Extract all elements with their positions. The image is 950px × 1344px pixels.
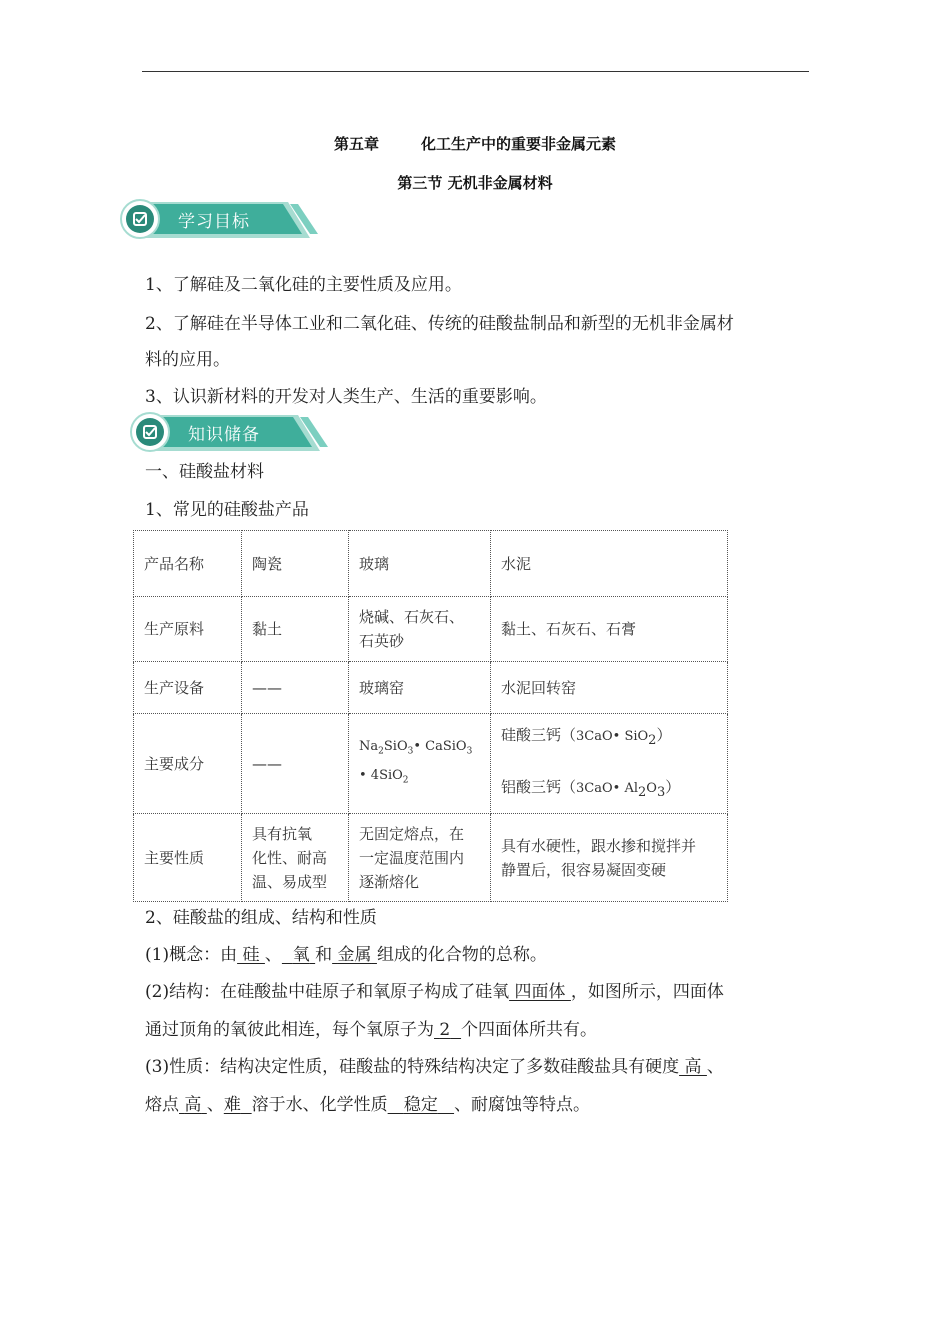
text-span: ，如图所示，四面体 <box>570 982 724 1002</box>
table-cell-line: 逐渐熔化 <box>359 872 420 891</box>
chapter-name: 化工生产中的重要非金属元素 <box>421 135 617 153</box>
formula-sub: 2 <box>648 732 657 748</box>
formula-part: 硅酸三钙（ <box>501 725 577 744</box>
knowledge-banner-label: 知识储备 <box>188 425 260 445</box>
objective-item: 2、了解硅在半导体工业和二氧化硅、传统的硅酸盐制品和新型的无机非金属材 <box>145 314 734 334</box>
fill-answer: 四面体 <box>514 982 566 1002</box>
text-span: 、 <box>264 945 282 965</box>
table-cell: 主要性质 <box>134 814 242 902</box>
text-span: (2)结构：在硅酸盐中硅原子和氧原子构成了硅氧 <box>145 982 510 1002</box>
fill-answer: 高 <box>184 1095 202 1115</box>
fill-answer: 金属 <box>337 945 372 965</box>
table-cell: 黏土、石灰石、石膏 <box>491 597 728 662</box>
text-span: (1)概念：由 <box>145 945 238 965</box>
objective-item: 料的应用。 <box>145 350 230 370</box>
table-cell <box>349 597 491 662</box>
fill-answer: 氧 <box>292 945 310 965</box>
table-cell: 玻璃窑 <box>349 662 491 714</box>
text-span: (3)性质：结构决定性质，硅酸盐的特殊结构决定了多数硅酸盐具有硬度 <box>145 1057 680 1077</box>
formula-sub: 3 <box>407 746 414 757</box>
formula-part: ） <box>656 725 672 744</box>
objectives-banner-label: 学习目标 <box>178 212 250 232</box>
formula-sub: 2 <box>638 784 647 800</box>
table-cell-line: 石英砂 <box>359 632 405 650</box>
table-cell: 生产原料 <box>134 597 242 662</box>
table-row <box>134 814 728 902</box>
text-span: 、耐腐蚀等特点。 <box>454 1095 591 1115</box>
glass-formula-cell <box>349 714 491 814</box>
formula-sub: 3 <box>656 784 666 800</box>
fill-answer: 高 <box>684 1057 702 1077</box>
table-cell: 生产设备 <box>134 662 242 714</box>
table-cell-line: 静置后，很容易凝固变硬 <box>501 860 667 879</box>
table-cell <box>349 814 491 902</box>
formula-part: 铝酸三钙（ <box>501 777 577 796</box>
table-cell: 黏土 <box>242 597 349 662</box>
table-cell <box>491 814 728 902</box>
property-line <box>145 1052 724 1077</box>
fill-answer: 稳定 <box>403 1095 438 1115</box>
text-span: 和 <box>315 945 333 965</box>
chapter-number: 第五章 <box>333 135 379 153</box>
table-cell <box>242 814 349 902</box>
cement-composition-cell <box>491 714 728 814</box>
formula-part: • CaSiO <box>413 738 467 754</box>
chapter-title <box>0 133 950 154</box>
table-row <box>134 531 728 597</box>
heading-common-products: 1、常见的硅酸盐产品 <box>145 500 309 520</box>
text-span: 溶于水、化学性质 <box>251 1095 388 1115</box>
table-cell-line: 烧碱、石灰石、 <box>359 608 465 626</box>
formula-part: O <box>646 780 657 796</box>
fill-answer: 难 <box>223 1095 241 1115</box>
table-row <box>134 714 728 814</box>
table-cell-line: 具有抗氧 <box>252 824 313 843</box>
table-cell: 水泥 <box>491 531 728 597</box>
table-cell: —— <box>242 662 349 714</box>
formula-part: SiO <box>383 738 408 754</box>
table-cell: 陶瓷 <box>242 531 349 597</box>
text-span: 、 <box>706 1057 724 1077</box>
silicate-products-table <box>133 530 728 902</box>
section-title: 第三节 无机非金属材料 <box>397 174 553 192</box>
formula-part: 3CaO• SiO <box>576 728 649 744</box>
knowledge-banner <box>128 411 338 455</box>
objectives-banner <box>118 198 328 242</box>
text-span: 组成的化合物的总称。 <box>376 945 547 965</box>
table-cell: 产品名称 <box>134 531 242 597</box>
formula-sub: 3 <box>466 746 473 757</box>
table-cell: 玻璃 <box>349 531 491 597</box>
table-cell-line: 无固定熔点，在 <box>359 824 465 843</box>
table-cell: —— <box>242 714 349 814</box>
table-cell-line: 一定温度范围内 <box>359 848 465 867</box>
property-line <box>145 1090 590 1115</box>
formula-part: 3CaO• Al <box>576 780 638 796</box>
structure-line <box>145 1015 597 1040</box>
table-row <box>134 662 728 714</box>
formula-sub: 2 <box>378 746 384 757</box>
fill-answer: 硅 <box>242 945 260 965</box>
text-span: 、 <box>206 1095 224 1115</box>
formula-sub: 2 <box>402 775 409 786</box>
header-rule <box>142 71 809 72</box>
text-span: 熔点 <box>145 1095 179 1115</box>
formula-part: Na <box>359 738 379 754</box>
concept-line <box>145 940 547 965</box>
structure-line <box>145 977 724 1002</box>
fill-answer: 2 <box>439 1020 451 1040</box>
objective-item: 1、了解硅及二氧化硅的主要性质及应用。 <box>145 275 462 295</box>
table-cell-line: 具有水硬性，跟水掺和搅拌并 <box>501 836 697 855</box>
table-cell: 主要成分 <box>134 714 242 814</box>
table-row <box>134 597 728 662</box>
table-cell: 水泥回转窑 <box>491 662 728 714</box>
heading-silicate-materials: 一、硅酸盐材料 <box>145 462 264 482</box>
heading-composition: 2、硅酸盐的组成、结构和性质 <box>145 908 377 928</box>
objective-item: 3、认识新材料的开发对人类生产、生活的重要影响。 <box>145 387 547 407</box>
table-cell-line: 温、易成型 <box>252 872 328 891</box>
text-span: 个四面体所共有。 <box>461 1020 598 1040</box>
formula-part: ） <box>665 777 681 796</box>
formula-part: • 4SiO <box>359 767 403 783</box>
text-span: 通过顶角的氧彼此相连，每个氧原子为 <box>145 1020 434 1040</box>
table-cell-line: 化性、耐高 <box>252 848 328 867</box>
